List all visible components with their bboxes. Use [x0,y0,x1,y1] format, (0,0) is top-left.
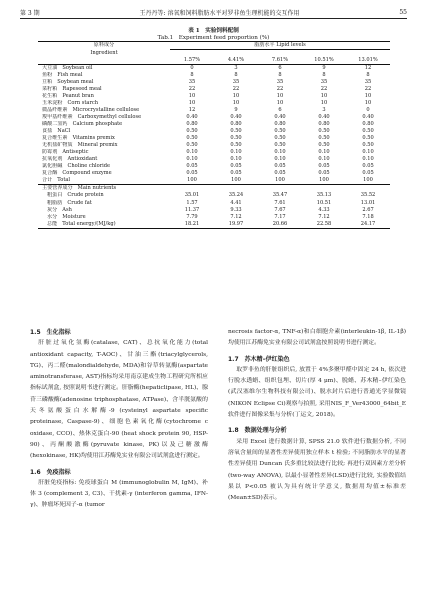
row-value: 0.10 [362,156,374,163]
row-value: 35 [232,78,240,85]
row-value: 0.10 [362,149,374,156]
row-value: 0.05 [274,163,286,170]
left-column [30,327,208,512]
row-value: 100 [170,177,214,185]
table-row [38,93,390,100]
row-value: 0.80 [318,121,330,128]
level-header: 10.51% [302,57,346,65]
table-header-row-1 [38,42,390,50]
table-row [38,177,390,185]
row-value: 35.47 [272,192,288,199]
row-value: 35 [188,78,196,85]
feed-table-body [38,42,390,229]
row-value: 8 [234,71,238,78]
row-value: 0.50 [362,142,374,149]
table-header-row-3 [38,57,390,65]
row-value: 8 [366,71,370,78]
row-value: 10 [232,99,240,106]
row-value: 22.58 [302,221,346,229]
table-row [38,114,390,121]
row-value: 100 [258,177,302,185]
row-value: 0.80 [274,121,286,128]
running-header [20,6,407,18]
row-value: 0.40 [318,113,330,120]
row-value: 0.50 [186,135,198,142]
row-value: 1.57 [186,199,198,206]
row-label: 合计 Total [38,177,170,185]
row-value: 0.40 [186,113,198,120]
row-value: 0.50 [186,142,198,149]
row-value: 0.80 [186,121,198,128]
row-label: 羧甲基纤维素 Carboxymethyl cellulose [42,113,142,120]
right-column [228,327,406,504]
issue-number: 第 3 期 [20,9,40,17]
row-value: 0.10 [318,149,330,156]
row-value: 12 [188,106,196,113]
row-value: 0.05 [230,163,242,170]
row-value: 7.12 [318,213,330,220]
header-blank [38,57,170,65]
row-value: 0.50 [230,135,242,142]
nutrient-heading: 主要营养成分 Main nutrients [42,185,117,192]
row-label: 大豆油 Soybean oil [42,64,93,71]
row-value: 3 [234,64,238,71]
header-level-spacer [170,50,390,57]
row-value: 0.50 [318,142,330,149]
running-title: 王丹丹等: 溶氧和饲料脂肪水平对罗非鱼生理机能的交互作用 [139,9,300,17]
row-label: 花生粕 Peanut bran [42,92,94,99]
row-value: 35 [364,78,372,85]
row-value: 0 [366,106,370,113]
row-value: 0.50 [230,128,242,135]
table-title-en: Tab.1 Experiment feed proportion (%) [157,35,270,41]
row-value: 10 [276,92,284,99]
row-value: 0.05 [186,163,198,170]
row-value: 35.01 [184,192,200,199]
row-value: 100 [346,177,390,185]
row-value: 11.37 [184,206,200,213]
row-value: 0.10 [318,156,330,163]
row-label: 玉米淀粉 Corn starch [42,99,99,106]
row-label: 豆粕 Soybean meal [42,78,94,85]
row-value: 19.97 [214,221,258,229]
nutrient-row [38,214,390,221]
level-header: 13.01% [346,57,390,65]
nutrient-row [38,200,390,207]
row-value: 0.50 [274,142,286,149]
row-value: 0.05 [274,170,286,177]
section-heading-1-8: 1.8 数据处理与分析 [228,427,287,435]
nutrient-heading-row [38,185,390,193]
row-value: 3 [322,106,326,113]
row-value: 4.41 [230,199,242,206]
table-row [38,72,390,79]
row-value: 0.40 [230,113,242,120]
row-label: 无机盐矿物质 Mineral premix [42,142,118,149]
row-value: 8 [322,71,326,78]
row-value: 0.50 [362,128,374,135]
row-value: 7.61 [274,199,286,206]
row-value: 24.17 [346,221,390,229]
row-value: 0.10 [230,156,242,163]
row-label: 食盐 NaCl [42,128,71,135]
row-label: 鱼粉 Fish meal [42,71,83,78]
row-value: 0.05 [230,170,242,177]
row-value: 35 [276,78,284,85]
row-value: 6 [278,64,282,71]
row-value: 10 [364,92,372,99]
row-value: 8 [278,71,282,78]
row-value: 7.79 [186,213,198,220]
row-value: 0.50 [274,135,286,142]
row-label: 微晶纤维素 Microcrystalline cellulose [42,106,140,113]
row-label: 抗氧化剂 Antioxidant [42,156,98,163]
row-value: 10 [188,99,196,106]
row-value: 6 [278,106,282,113]
row-value: 9.33 [230,206,242,213]
row-value: 0.10 [230,149,242,156]
row-value: 35 [320,78,328,85]
row-value: 0.50 [318,128,330,135]
row-label: 防霉剂 Antiseptic [42,149,89,156]
table-row [38,64,390,72]
paragraph-1-7: 取罗非鱼的肝脏组织后, 放置于 4%多聚甲醛中固定 24 h, 依次进行脱水透蜡、组织包埋、切片(厚 4 μm)、脱蜡、苏木精–伊红染色(武汉塞维尔生物科技有限公司)、脱水封片后进行普通光学显微镜(NIKON Eclipse Ci)观察与拍照, 采用NIS_F_Ver43000_64bit_E 软件进行图像采集与分析(丁运文, 2018)。 [228,366,406,419]
row-value: 22 [320,85,328,92]
row-value: 0.50 [186,128,198,135]
table-row [38,121,390,128]
header-ingredient-cn: 原料成分 [38,42,170,50]
nutrient-row [38,221,390,229]
table-row [38,128,390,135]
row-value: 0.05 [362,170,374,177]
row-value: 0.10 [274,149,286,156]
row-value: 0.10 [186,149,198,156]
row-value: 7.12 [230,213,242,220]
table-title-cn: 表 1 实验饲料配制 [188,28,239,34]
row-value: 8 [190,71,194,78]
paragraph-1-8: 采用 Excel 进行数据计算, SPSS 21.0 软件进行数据分析, 不同溶氧含量间的显著性差异使用独立样本 t 检验; 不同脂肪水平的显著性差异使用 Duncan 氏多重比较法进行比较; 再进行双因素方差分析(two-way ANOVA), 以最小显著性差异(LSD)进行比较, 实验数值结果以 P<0.05 被认为具有统计学意义, 数据用均值±标准差(Mean±SD)表示。 [228,438,406,502]
row-label: 菜籽粕 Rapeseed meal [42,85,102,92]
row-value: 4.33 [318,206,330,213]
row-value: 7.18 [362,213,374,220]
page-number: 55 [399,8,407,16]
row-value: 10 [232,92,240,99]
row-value: 0.05 [318,170,330,177]
row-value: 100 [214,177,258,185]
row-value: 0.50 [362,135,374,142]
row-value: 0.40 [362,113,374,120]
table-row [38,79,390,86]
table-row [38,156,390,163]
table-row [38,86,390,93]
row-value: 20.66 [258,221,302,229]
header-lipid-levels: 脂肪水平 Lipid levels [170,42,390,50]
row-label: 水分 Moisture [47,213,86,220]
row-value: 0.50 [318,135,330,142]
row-value: 10 [320,92,328,99]
feed-proportion-table [38,41,390,229]
row-value: 35.13 [316,192,332,199]
row-value: 9 [234,106,238,113]
row-label: 总能 Total energy/(MJ/kg) [38,221,170,229]
table-row [38,170,390,177]
row-value: 22 [188,85,196,92]
row-value: 100 [302,177,346,185]
row-value: 22 [364,85,372,92]
row-label: 复合酶 Compound enzyme [42,170,112,177]
row-value: 7.17 [274,213,286,220]
row-label: 氯化胆碱 Choline chloride [42,163,111,170]
row-value: 10 [320,99,328,106]
row-value: 13.01 [360,199,376,206]
row-value: 18.21 [170,221,214,229]
row-label: 灰分 Ash [47,206,72,213]
row-value: 35.52 [360,192,376,199]
row-value: 0.50 [274,128,286,135]
section-heading-1-5: 1.5 生化指标 [30,329,71,336]
table-row [38,142,390,149]
table-header-row-2 [38,50,390,57]
row-value: 9 [322,64,326,71]
table-row [38,100,390,107]
row-value: 0.50 [230,142,242,149]
row-value: 22 [276,85,284,92]
row-label: 复合维生素 Vitamins premix [42,135,115,142]
row-value: 2.67 [362,206,374,213]
row-label: 磷酸二氢钙 Calcium phosphate [42,121,123,128]
row-label: 粗脂肪 Crude fat [47,199,92,206]
row-value: 12 [364,64,372,71]
row-value: 0.05 [318,163,330,170]
paragraph-1-5: 肝脏过氧化氢酶(catalase, CAT)、总抗氧化能力(total antioxidant capacity, T-AOC)、甘油三酯(triacylglycerols, TG)、丙二醛(malondialdehyde, MDA)和谷草转氨酶(aspartate aminotransferase, AST)指标均采用南京建成生物工程研究所相应指标试剂盒, 按照说明书进行测定。肝脂酶(hepaticlipase, HL)、腺苷三磷酸酶(adenosine triphosphatase, ATPase)、含半胱氨酸的天冬氨酸蛋白水解酶-9 (cysteinyl aspartate specific proteinase, Caspase-9)、细胞色素氧化酶(cytochrome c oxidase, CCO)、热休克蛋白-90 (heat shock protein 90, HSP-90)、丙酮酸激酶(pyruvate kinase, PK)以及己糖激酶(hexokinase, HK)均使用江苏酶免实业有限公司试剂盒进行测定。 [30,340,208,460]
row-value: 10 [276,99,284,106]
section-heading-1-6: 1.6 免疫指标 [30,468,71,476]
header-ingredient-en: Ingredient [90,49,118,56]
row-value: 0.80 [362,121,374,128]
row-label: 粗蛋白 Crude protein [47,192,104,199]
row-value: 0.05 [362,163,374,170]
header-rule [20,18,407,19]
row-value: 0.10 [186,156,198,163]
row-value: 0 [190,64,194,71]
section-heading-1-7: 1.7 苏木精–伊红染色 [228,355,290,363]
table-row [38,107,390,114]
nutrient-row [38,192,390,199]
row-value: 10 [188,92,196,99]
level-header: 1.57% [170,57,214,65]
table-row [38,149,390,156]
row-value: 0.05 [186,170,198,177]
paragraph-1-6-cont: necrosis factor-α, TNF-α)和白细胞介素(interleukin-1β, IL-1β)均使用江苏酶免实业有限公司试剂盒按照说明书进行测定。 [228,329,406,347]
row-value: 35.24 [228,192,244,199]
row-value: 7.67 [274,206,286,213]
row-value: 0.40 [274,113,286,120]
nutrient-row [38,207,390,214]
table-row [38,135,390,142]
row-value: 10 [364,99,372,106]
row-value: 0.80 [230,121,242,128]
paragraph-1-6: 肝脏免疫指标: 免疫球蛋白 M (immunoglobulin M, IgM)、补体 3 (complement 3, C3)、干扰素-γ (interferon gamma, IFN-γ)、肿瘤坏死因子-α (tumor [30,479,208,509]
table-row [38,163,390,170]
level-header: 7.61% [258,57,302,65]
row-value: 22 [232,85,240,92]
row-value: 10.51 [316,199,332,206]
level-header: 4.41% [214,57,258,65]
row-value: 0.10 [274,156,286,163]
